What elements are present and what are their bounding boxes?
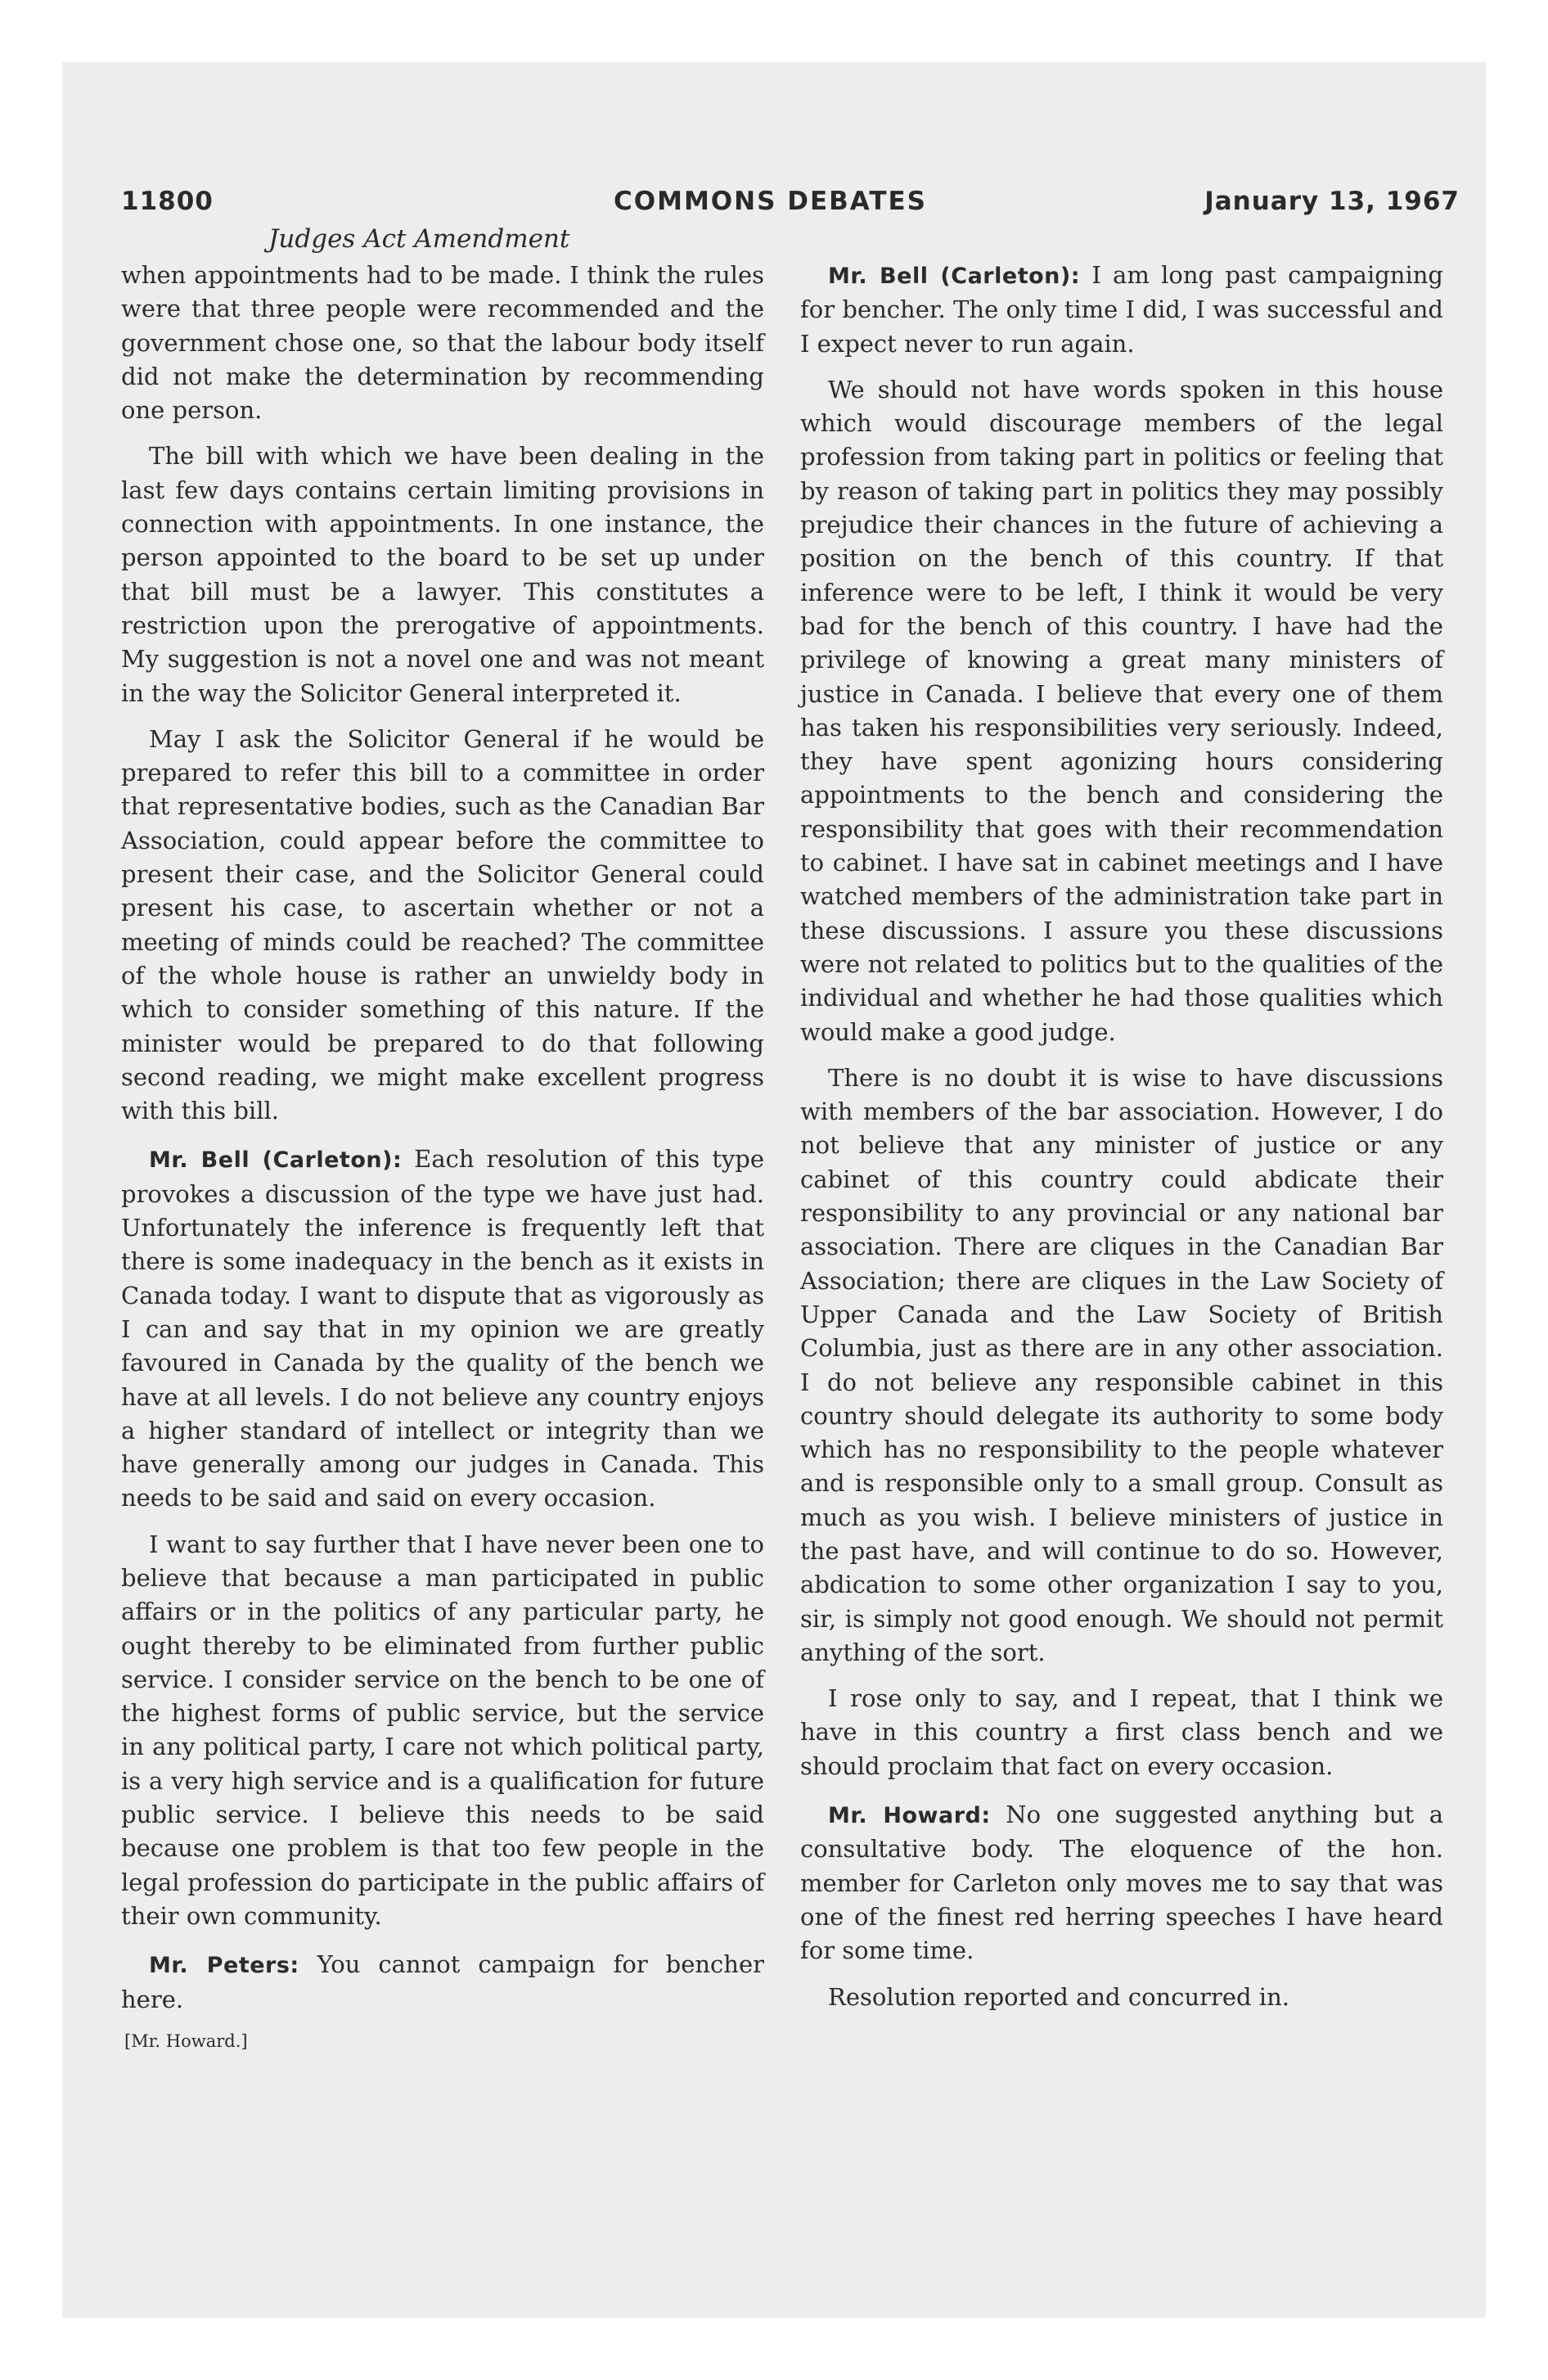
paragraph: The bill with which we have been dealing in the last few days contains certain limiting provisions in connection with appointments. In one instance, the person appointed to the board to be set up under that bill must be a lawyer. This constitutes a restriction upon the prerogative of appointments. My suggestion is not a novel one and was not meant in the way the Solicitor General interpreted it. bbox=[121, 442, 764, 707]
paragraph: There is no doubt it is wise to have discussions with members of the bar association. However, I do not believe that any minister of justice or any cabinet of this country could abdicate their responsibility to any provincial or any national bar association. There are cliques in the Canadian Bar Association; there are cliques in the Law Society of Upper Canada and the Law Society of British Columbia, just as there are in any other association. I do not believe any responsible cabinet in this country should delegate its authority to some body which has no responsibility to the people whatever and is responsible only to a small group. Consult as much as you wish. I believe ministers of justice in the past have, and will continue to do so. However, abdication to some other organization I say to you, sir, is simply not good enough. We should not permit anything of the sort. bbox=[800, 1063, 1443, 1666]
left-column bbox=[121, 259, 764, 2053]
speaker-name: Mr. Bell (Carleton): bbox=[828, 264, 1081, 289]
speech-text: I am long past campaigning for bencher. The only time I did, I was successful and I expect never to run again. bbox=[800, 261, 1443, 358]
speech-paragraph bbox=[800, 1798, 1443, 1968]
speech-text: No one suggested anything but a consultative body. The eloquence of the hon. member for Carleton only moves me to say that was one of the finest red herring speeches I have heard for some time. bbox=[800, 1801, 1444, 1965]
paragraph: when appointments had to be made. I think the rules were that three people were recommended and the government chose one, so that the labour body itself did not make the determination by recommending one person. bbox=[121, 261, 764, 425]
paragraph: We should not have words spoken in this house which would discourage members of the legal profession from taking part in politics or feeling that by reason of taking part in politics they may possibly prejudice their chances in the future of achieving a position on the bench of this country. If that inference were to be left, I think it would be very bad for the bench of this country. I have had the privilege of knowing a great many ministers of justice in Canada. I believe that every one of them has taken his responsibilities very seriously. Indeed, they have spent agonizing hours considering appointments to the bench and considering the responsibility that goes with their recommendation to cabinet. I have sat in cabinet meetings and I have watched members of the administration take part in these discussions. I assure you these discussions were not related to politics but to the qualities of the individual and whether he had those qualities which would make a good judge. bbox=[800, 375, 1443, 1046]
paragraph: May I ask the Solicitor General if he would be prepared to refer this bill to a committee in order that representative bodies, such as the Canadian Bar Association, could appear before the committee to present their case, and the Solicitor General could present his case, to ascertain whether or not a meeting of minds could be reached? The committee of the whole house is rather an unwieldy body in which to consider something of this nature. If the minister would be prepared to do that following second reading, we might make excellent progress with this bill. bbox=[121, 724, 764, 1125]
page-number: 11800 bbox=[121, 187, 214, 216]
footnote: [Mr. Howard.] bbox=[124, 2031, 248, 2051]
publication-title: COMMONS DEBATES bbox=[614, 187, 927, 216]
paragraph: Resolution reported and concurred in. bbox=[828, 1982, 1289, 2011]
speech-paragraph bbox=[121, 1948, 764, 2017]
speech-text: You cannot campaign for bencher here. bbox=[121, 1950, 765, 2013]
speaker-name: Mr. Bell (Carleton): bbox=[149, 1147, 403, 1174]
speech-paragraph bbox=[121, 1143, 764, 1515]
speech-text: Each resolution of this type provokes a discussion of the type we have just had. Unfortunately the inference is frequently left that there is some inadequacy in the bench as it exists in Canada today. I want to dispute that as vigorously as I can and say that in my opinion we are greatly favoured in Canada by the quality of the bench we have at all levels. I do not believe any country enjoys a higher standard of intellect or integrity than we have generally among our judges in Canada. This needs to be said and said on every occasion. bbox=[121, 1145, 764, 1512]
speaker-name: Mr. Peters: bbox=[149, 1953, 299, 1979]
speaker-name: Mr. Howard: bbox=[828, 1803, 991, 1829]
publication-date: January 13, 1967 bbox=[1204, 187, 1460, 216]
right-column bbox=[800, 259, 1443, 2026]
speech-paragraph bbox=[800, 259, 1443, 361]
paragraph: I rose only to say, and I repeat, that I think we have in this country a first class bench and we should proclaim that fact on every occasion. bbox=[800, 1684, 1443, 1780]
section-subtitle: Judges Act Amendment bbox=[268, 224, 570, 254]
paragraph: I want to say further that I have never been one to believe that because a man participated in public affairs or in the politics of any particular party, he ought thereby to be eliminated from further public service. I consider service on the bench to be one of the highest forms of public service, but the service in any political party, I care not which political party, is a very high service and is a qualification for future public service. I believe this needs to be said because one problem is that too few people in the legal profession do participate in the public affairs of their own community. bbox=[121, 1530, 764, 1930]
page-header bbox=[121, 187, 1460, 219]
